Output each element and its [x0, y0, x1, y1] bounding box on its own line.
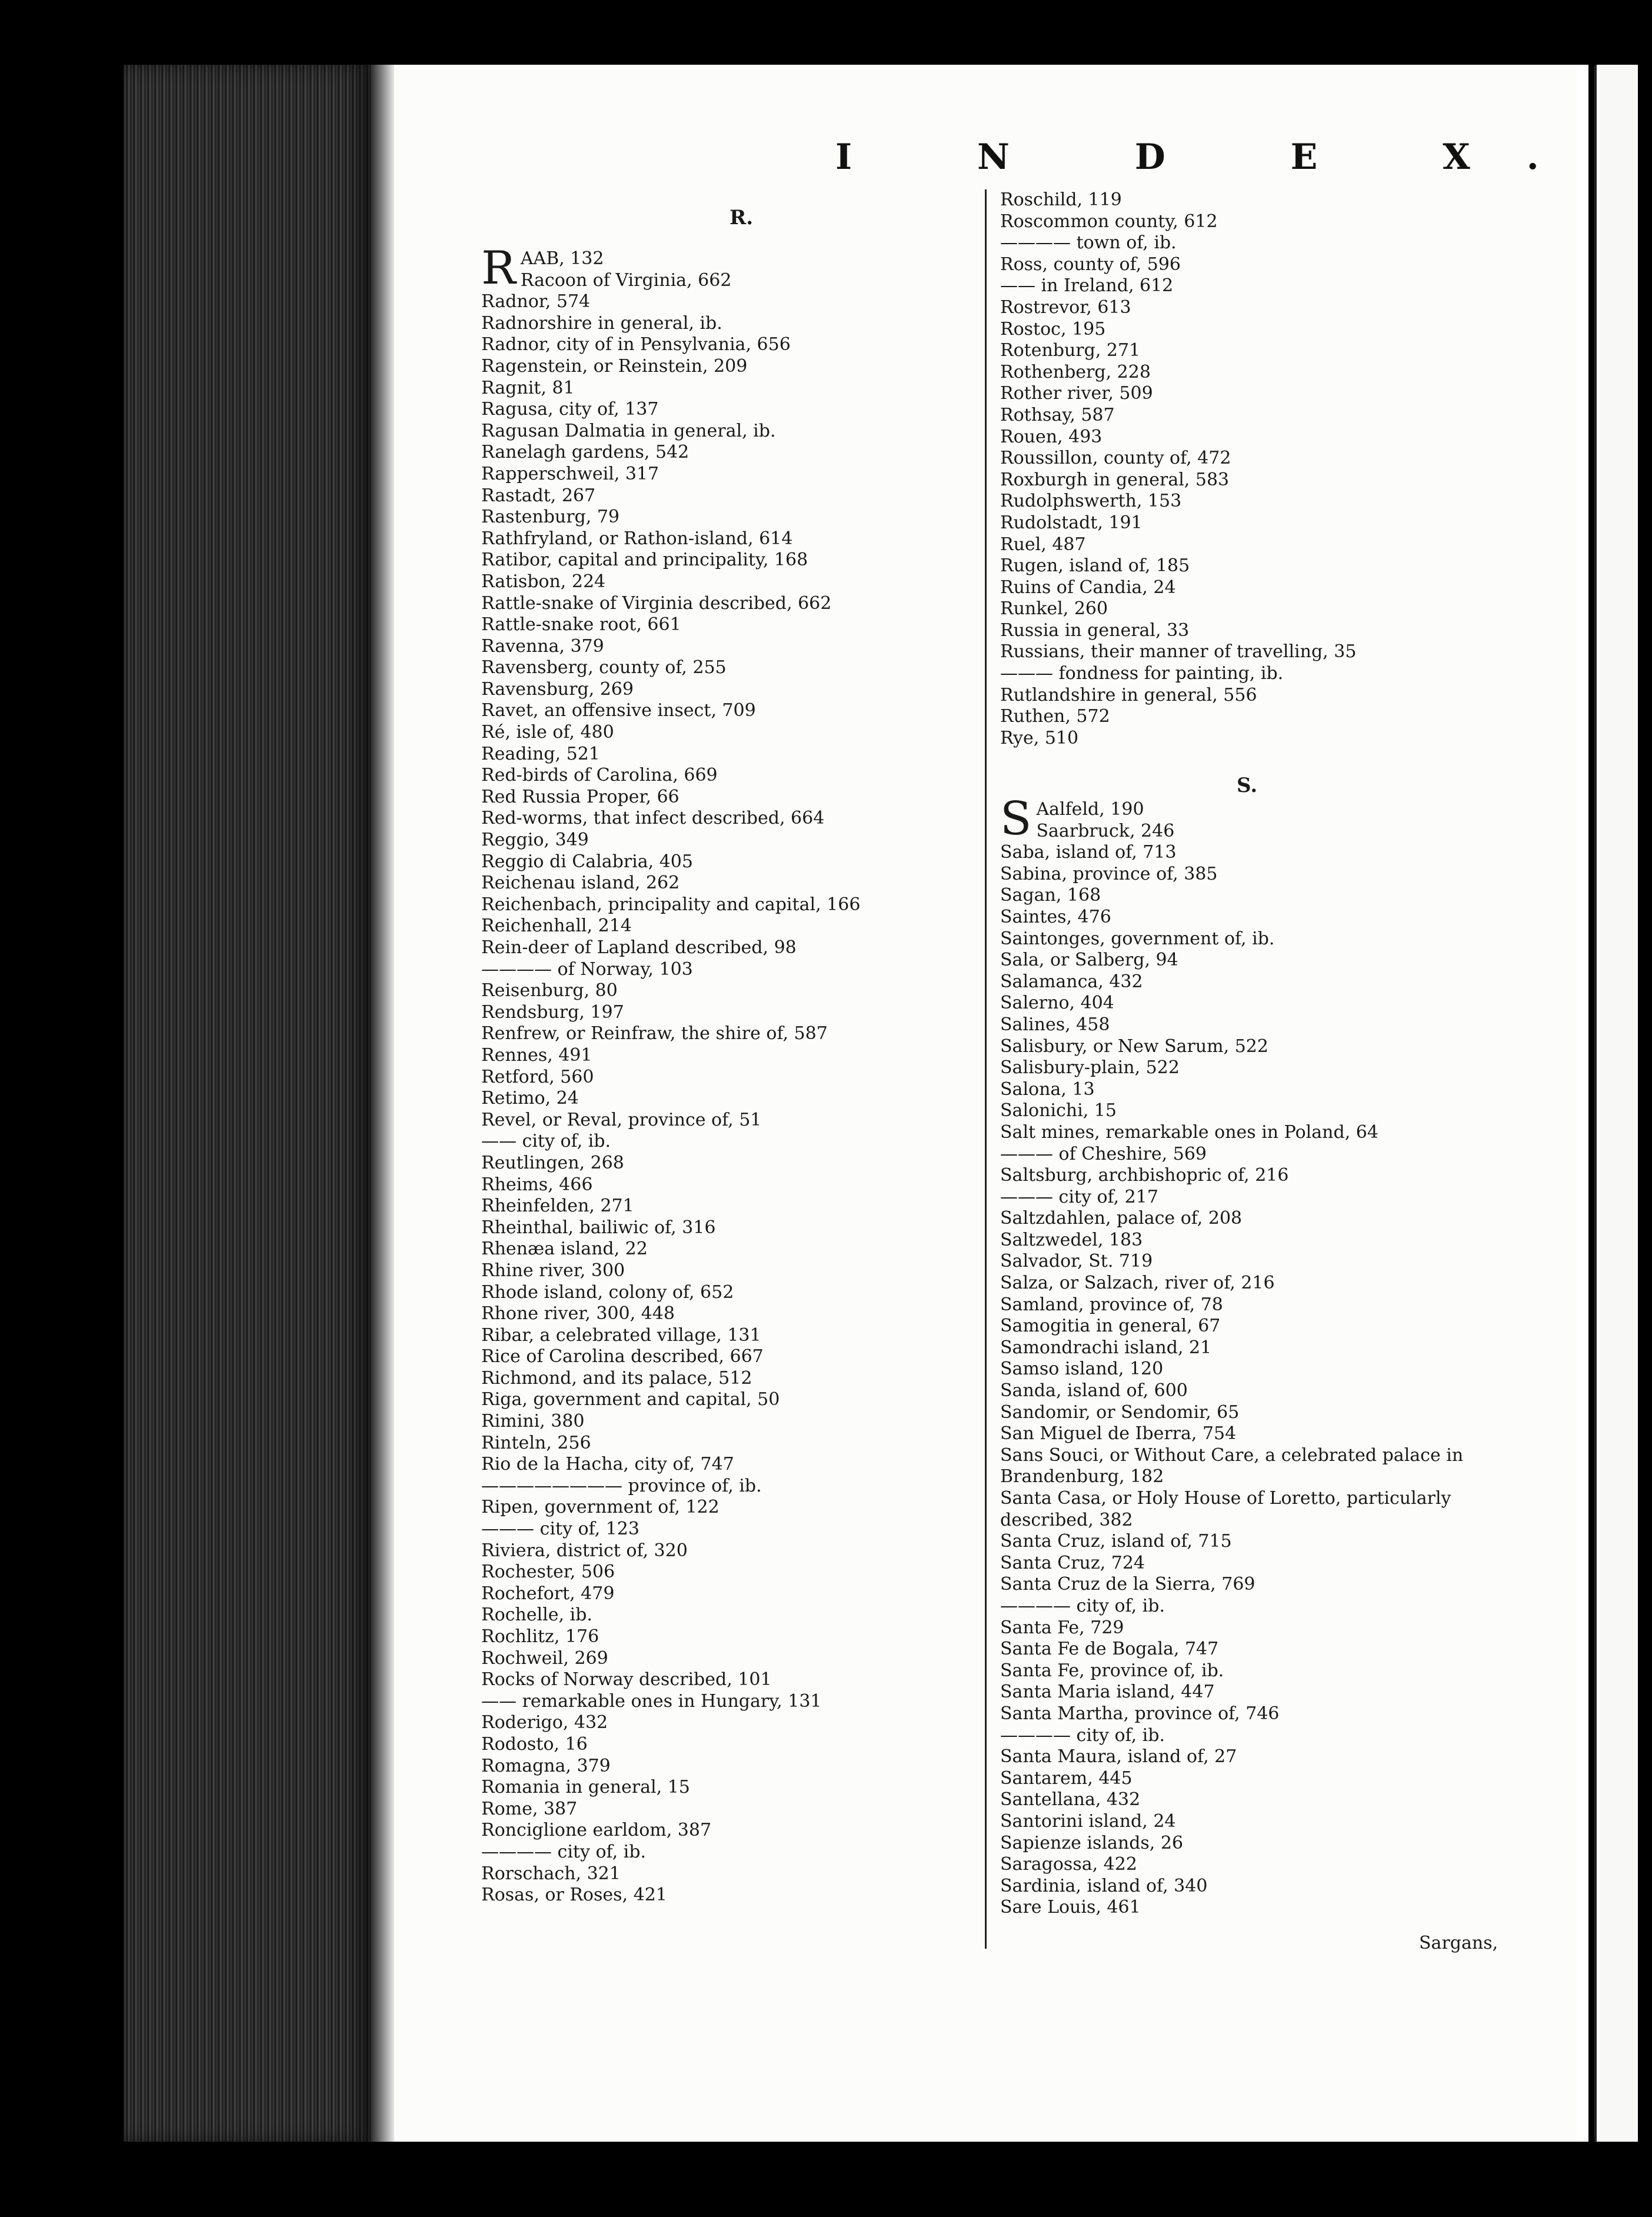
index-entry: Ragenstein, or Reinstein, 209: [481, 355, 748, 377]
index-entry: Rouen, 493: [1000, 426, 1103, 447]
index-entry: Rocks of Norway described, 101: [481, 1669, 772, 1690]
section-heading-r: R.: [730, 206, 754, 229]
index-entry: ———— of Norway, 103: [481, 958, 693, 980]
index-entry: Richmond, and its palace, 512: [481, 1367, 752, 1389]
index-entry: Rye, 510: [1000, 727, 1079, 748]
index-entry: Samland, province of, 78: [1000, 1294, 1223, 1315]
index-column-left: [481, 242, 981, 1906]
index-entry: Red-birds of Carolina, 669: [481, 765, 718, 786]
index-entry: Rugen, island of, 185: [1000, 555, 1190, 577]
index-entry: Ré, isle of, 480: [481, 722, 614, 743]
index-entry: Ross, county of, 596: [1000, 254, 1181, 275]
index-entry: Ranelagh gardens, 542: [481, 442, 690, 463]
index-entry: Saltzdahlen, palace of, 208: [1000, 1208, 1243, 1229]
index-entry: Radnorshire in general, ib.: [481, 312, 722, 334]
index-entry: Rorschach, 321: [481, 1863, 621, 1884]
index-entry: Santa Maria island, 447: [1000, 1682, 1215, 1703]
index-entry: Rochester, 506: [481, 1562, 615, 1583]
index-entry: Santa Casa, or Holy House of Loretto, particularly described, 382: [1000, 1488, 1451, 1530]
index-entry: Ruel, 487: [1000, 534, 1086, 555]
index-entry: Sardinia, island of, 340: [1000, 1875, 1208, 1896]
index-column-right: [1000, 189, 1500, 749]
index-entry: Rastenburg, 79: [481, 507, 620, 528]
index-entry: Radnor, city of in Pensylvania, 656: [481, 334, 791, 355]
index-entry: ———————— province of, ib.: [481, 1475, 762, 1496]
index-entry: ——— fondness for painting, ib.: [1000, 663, 1284, 684]
index-entry: Ragusa, city of, 137: [481, 399, 659, 420]
book-gutter: [371, 65, 394, 2142]
index-entry: Red Russia Proper, 66: [481, 786, 680, 807]
index-entry: Ruthen, 572: [1000, 706, 1110, 727]
index-entry: ———— town of, ib.: [1000, 232, 1177, 254]
index-entry: Aalfeld, 190: [1036, 799, 1144, 820]
index-entry: Rosas, or Roses, 421: [481, 1885, 667, 1906]
index-entry: ———— city of, ib.: [1000, 1595, 1165, 1616]
index-entry: Rinteln, 256: [481, 1432, 591, 1453]
index-entry: Ripen, government of, 122: [481, 1497, 720, 1518]
index-entry: Salamanca, 432: [1000, 971, 1143, 992]
index-entry: —— city of, ib.: [481, 1131, 611, 1152]
index-entry: Roschild, 119: [1000, 189, 1122, 210]
index-entry: Sala, or Salberg, 94: [1000, 950, 1178, 971]
index-entry: Rathfryland, or Rathon-island, 614: [481, 528, 793, 549]
index-entry: Rheims, 466: [481, 1174, 593, 1195]
index-entry: Roxburgh in general, 583: [1000, 469, 1230, 490]
index-entry: Samondrachi island, 21: [1000, 1337, 1212, 1358]
index-entry: Rochefort, 479: [481, 1583, 615, 1604]
index-entry: Sare Louis, 461: [1000, 1897, 1141, 1918]
index-entry: Rattle-snake root, 661: [481, 614, 681, 635]
index-entry: Salonichi, 15: [1000, 1100, 1117, 1121]
index-entry: Retford, 560: [481, 1066, 594, 1087]
index-entry: Revel, or Reval, province of, 51: [481, 1109, 762, 1130]
index-entry: Radnor, 574: [481, 291, 591, 312]
page-title: I N D E X.: [835, 137, 1596, 178]
scan-border-left: [0, 0, 124, 2217]
index-entry: Ragusan Dalmatia in general, ib.: [481, 420, 776, 441]
index-entry: Rochweil, 269: [481, 1647, 608, 1669]
index-entry: Reichenau island, 262: [481, 873, 680, 894]
index-entry: Rudolstadt, 191: [1000, 512, 1143, 533]
index-entry: Rochlitz, 176: [481, 1626, 599, 1647]
index-entry: ———— city of, ib.: [1000, 1725, 1165, 1746]
index-entry: Rennes, 491: [481, 1044, 592, 1066]
index-entry: Reutlingen, 268: [481, 1152, 624, 1173]
index-entry: Samogitia in general, 67: [1000, 1316, 1221, 1337]
index-entry: ——— of Cheshire, 569: [1000, 1143, 1207, 1164]
index-entry: AAB, 132: [520, 248, 604, 269]
index-entry: Salvador, St. 719: [1000, 1251, 1153, 1272]
catchword: Sargans,: [1419, 1933, 1498, 1953]
index-entry: Rother river, 509: [1000, 383, 1153, 404]
index-entry: Ravensburg, 269: [481, 678, 634, 700]
index-entry: Santellana, 432: [1000, 1789, 1141, 1810]
index-entry: Roussillon, county of, 472: [1000, 448, 1231, 469]
index-entry: Ravensberg, county of, 255: [481, 657, 727, 678]
index-entry: Russians, their manner of travelling, 35: [1000, 641, 1357, 663]
facing-page-edge: [1594, 65, 1638, 2142]
index-entry: Roscommon county, 612: [1000, 211, 1218, 232]
dropcap-s: S: [1000, 793, 1032, 845]
index-entry: ———— city of, ib.: [481, 1841, 646, 1862]
index-entry: Racoon of Virginia, 662: [520, 269, 732, 291]
index-entry: Sandomir, or Sendomir, 65: [1000, 1402, 1240, 1423]
index-entry: Riga, government and capital, 50: [481, 1389, 780, 1410]
book-fore-edge: [124, 65, 371, 2142]
index-entry: Santa Cruz, 724: [1000, 1552, 1145, 1573]
index-entry: Reichenbach, principality and capital, 166: [481, 894, 861, 915]
index-entry: Ratibor, capital and principality, 168: [481, 550, 808, 571]
index-entry: Rudolphswerth, 153: [1000, 491, 1182, 512]
index-entry: Sanda, island of, 600: [1000, 1380, 1188, 1402]
index-entry: Rein-deer of Lapland described, 98: [481, 937, 797, 958]
index-entry: Ronciglione earldom, 387: [481, 1820, 712, 1841]
index-entry: Sabina, province of, 385: [1000, 863, 1218, 884]
index-entry: Saltsburg, archbishopric of, 216: [1000, 1165, 1289, 1186]
index-entry: Santa Martha, province of, 746: [1000, 1703, 1280, 1724]
index-entry: Rheinthal, bailiwic of, 316: [481, 1217, 716, 1238]
index-entry: —— in Ireland, 612: [1000, 275, 1174, 297]
index-entry: —— remarkable ones in Hungary, 131: [481, 1690, 822, 1712]
index-entry: Santa Cruz de la Sierra, 769: [1000, 1574, 1255, 1595]
index-entry: Saragossa, 422: [1000, 1854, 1137, 1875]
index-entry: Reggio di Calabria, 405: [481, 851, 693, 872]
index-entry: Salisbury, or New Sarum, 522: [1000, 1036, 1268, 1057]
index-entry: Rhode island, colony of, 652: [481, 1281, 734, 1303]
index-entry: Rome, 387: [481, 1798, 578, 1819]
index-entry: Sapienze islands, 26: [1000, 1832, 1184, 1853]
index-entry: Renfrew, or Reinfraw, the shire of, 587: [481, 1023, 828, 1044]
index-entry: Romagna, 379: [481, 1755, 611, 1776]
index-entry: Santorini island, 24: [1000, 1810, 1176, 1832]
index-entry: Rochelle, ib.: [481, 1605, 592, 1626]
index-entry: Ribar, a celebrated village, 131: [481, 1324, 761, 1346]
index-entry: Ravenna, 379: [481, 635, 604, 657]
scan-border-bottom: [0, 2142, 1652, 2217]
index-entry: Saltzwedel, 183: [1000, 1229, 1143, 1250]
index-entry: Salza, or Salzach, river of, 216: [1000, 1273, 1275, 1294]
index-entry: ——— city of, 217: [1000, 1186, 1158, 1207]
index-entry: Rhenæa island, 22: [481, 1239, 648, 1260]
index-entry: Reisenburg, 80: [481, 980, 618, 1001]
index-entry: Rapperschweil, 317: [481, 463, 660, 484]
index-entry: Rostrevor, 613: [1000, 297, 1131, 318]
index-entry: Salines, 458: [1000, 1014, 1110, 1035]
index-entry: Rothenberg, 228: [1000, 361, 1151, 382]
index-entry: Rotenburg, 271: [1000, 340, 1141, 361]
index-entry: Samso island, 120: [1000, 1359, 1164, 1380]
index-entry: Saintonges, government of, ib.: [1000, 928, 1275, 949]
index-column-right-s: [1000, 793, 1500, 1919]
index-entry: Ragnit, 81: [481, 377, 575, 398]
index-entry: Reading, 521: [481, 743, 600, 764]
index-entry: Rastadt, 267: [481, 485, 596, 506]
index-entry: Rendsburg, 197: [481, 1001, 624, 1023]
index-entry: Santa Fe de Bogala, 747: [1000, 1639, 1219, 1660]
index-entry: Rothsay, 587: [1000, 404, 1115, 425]
index-entry: Reichenhall, 214: [481, 916, 632, 937]
index-entry: Romania in general, 15: [481, 1777, 690, 1798]
index-entry: Rodosto, 16: [481, 1733, 588, 1755]
index-entry: Retimo, 24: [481, 1088, 579, 1109]
index-entry: Ruins of Candia, 24: [1000, 577, 1176, 598]
index-entry: Santa Maura, island of, 27: [1000, 1746, 1237, 1767]
column-divider: [985, 189, 987, 1949]
index-entry: Rhine river, 300: [481, 1260, 625, 1281]
index-entry: Reggio, 349: [481, 830, 589, 851]
index-entry: Salona, 13: [1000, 1078, 1095, 1100]
index-entry: Rimini, 380: [481, 1411, 585, 1432]
index-entry: Rostoc, 195: [1000, 318, 1106, 339]
index-entry: Santa Fe, province of, ib.: [1000, 1660, 1224, 1681]
index-entry: Salerno, 404: [1000, 993, 1114, 1014]
index-entry: ——— city of, 123: [481, 1519, 640, 1540]
index-entry: San Miguel de Iberra, 754: [1000, 1423, 1237, 1444]
section-heading-s: S.: [1237, 774, 1258, 797]
index-entry: Runkel, 260: [1000, 598, 1108, 620]
index-entry: Ravet, an offensive insect, 709: [481, 700, 756, 721]
index-entry: Saba, island of, 713: [1000, 842, 1177, 863]
index-entry: Saarbruck, 246: [1036, 820, 1175, 841]
index-entry: Sans Souci, or Without Care, a celebrated palace in Brandenburg, 182: [1000, 1444, 1464, 1487]
index-entry: Rattle-snake of Virginia described, 662: [481, 592, 832, 614]
index-entry: Salisbury-plain, 522: [1000, 1057, 1180, 1078]
index-entry: Rice of Carolina described, 667: [481, 1346, 764, 1367]
index-entry: Rutlandshire in general, 556: [1000, 684, 1257, 705]
index-entry: Rheinfelden, 271: [481, 1196, 634, 1217]
index-entry: Ratisbon, 224: [481, 571, 606, 592]
index-entry: Salt mines, remarkable ones in Poland, 64: [1000, 1121, 1378, 1143]
index-entry: Rio de la Hacha, city of, 747: [481, 1454, 734, 1475]
index-entry: Sagan, 168: [1000, 885, 1101, 906]
index-entry: Red-worms, that infect described, 664: [481, 808, 825, 829]
index-entry: Roderigo, 432: [481, 1712, 608, 1733]
index-entry: Santarem, 445: [1000, 1767, 1133, 1789]
index-entry: Saintes, 476: [1000, 906, 1111, 927]
index-entry: Rhone river, 300, 448: [481, 1303, 675, 1324]
dropcap-r: R: [481, 242, 516, 295]
index-entry: Riviera, district of, 320: [481, 1540, 688, 1561]
index-entry: Russia in general, 33: [1000, 620, 1190, 641]
scan-border-top: [0, 0, 1652, 65]
index-entry: Santa Cruz, island of, 715: [1000, 1531, 1232, 1552]
index-entry: Santa Fe, 729: [1000, 1617, 1124, 1638]
